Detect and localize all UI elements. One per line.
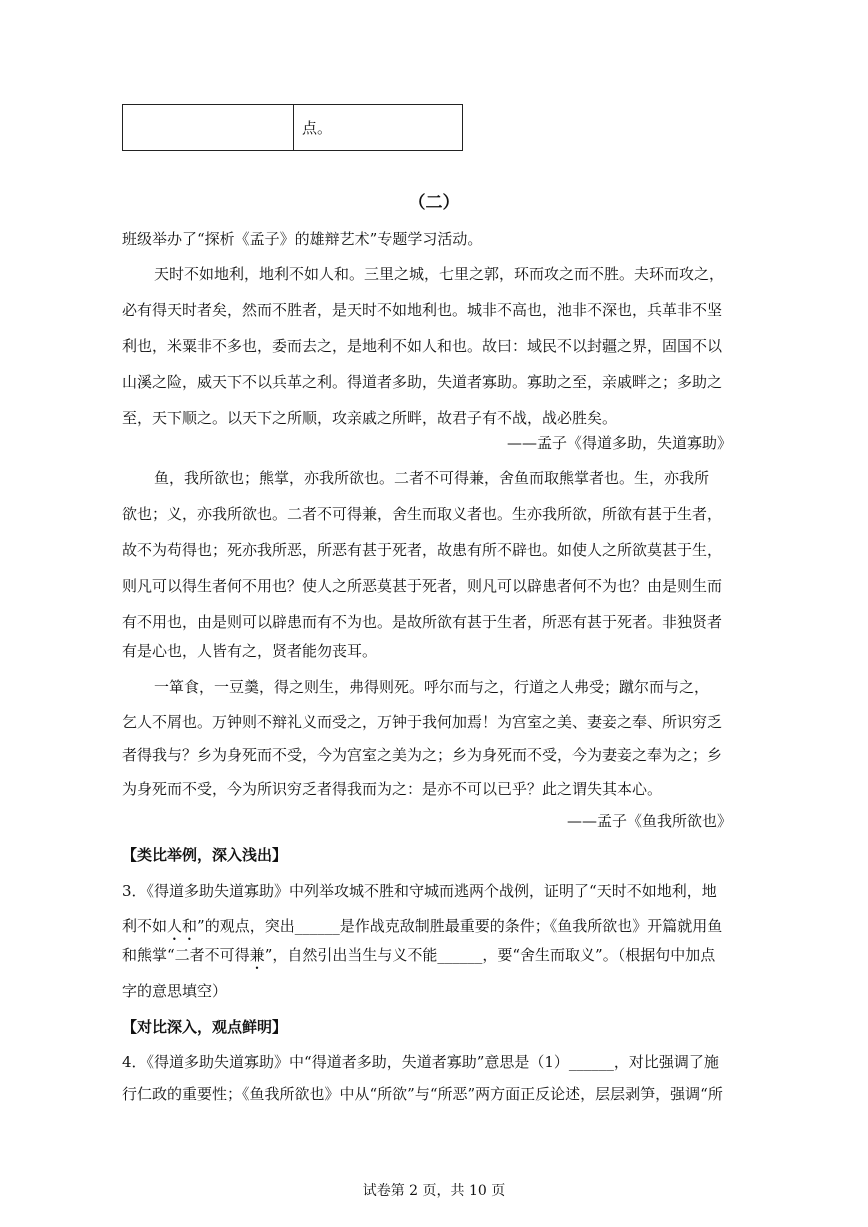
question-4-line: 4．《得道多助失道寡助》中“得道者多助，失道者寡助”意思是（1）______，对比强调了施	[122, 1053, 719, 1071]
q3-text: 利不如	[122, 917, 168, 935]
table-cell-text: 点。	[302, 119, 333, 137]
passage1-line: 必有得天时者矣，然而不胜者，是天时不如地利也。城非不高也，池非不深也，兵革非不坚	[122, 301, 723, 319]
passage2-line: 故不为苟得也；死亦我所恶，所恶有甚于死者，故患有所不辟也。如使人之所欲莫甚于生，	[122, 541, 723, 559]
citation-1: ——孟子《得道多助，失道寡助》	[506, 434, 732, 452]
q3-dotted-text: 兼	[249, 946, 265, 964]
table-cell-empty	[123, 105, 294, 150]
passage3-line: 为身死而不受，今为所识穷乏者得我而为之：是亦不可以已乎？此之谓失其本心。	[122, 780, 663, 798]
passage3-line: 一箪食，一豆羹，得之则生，弗得则死。呼尔而与之，行道之人弗受；蹴尔而与之，	[154, 678, 710, 696]
q3-dotted-text: 人和	[167, 917, 198, 935]
question-3-line: 字的意思填空）	[122, 982, 228, 1000]
passage1-line: 天时不如地利，地利不如人和。三里之城，七里之郭，环而攻之而不胜。夫环而攻之，	[154, 265, 725, 283]
q3-text: ”，自然引出当生与义不能______，要“舍生而取义”。（根据句中加点	[264, 946, 716, 964]
passage2-line: 有不用也，由是则可以辟患而有不为也。是故所欲有甚于生者，所恶有甚于死者。非独贤者	[122, 613, 723, 631]
passage3-line: 乞人不屑也。万钟则不辩礼义而受之，万钟于我何加焉！为宫室之美、妻妾之奉、所识穷乏	[122, 713, 723, 731]
passage2-line: 则凡可以得生者何不用也？使人之所恶莫甚于死者，则凡可以辟患者何不为也？由是则生而	[122, 577, 723, 595]
passage1-line: 至，天下顺之。以天下之所顺，攻亲戚之所畔，故君子有不战，战必胜矣。	[122, 409, 618, 427]
answer-table	[122, 104, 463, 151]
question-4-line: 行仁政的重要性；《鱼我所欲也》中从“所欲”与“所恶”两方面正反论述，层层剥笋，强调“所	[122, 1085, 723, 1103]
section-heading: 【类比举例，深入浅出】	[122, 846, 288, 864]
passage2-line: 有是心也，人皆有之，贤者能勿丧耳。	[122, 642, 378, 660]
passage2-line: 欲也；义，亦我所欲也。二者不可得兼，舍生而取义者也。生亦我所欲，所欲有甚于生者，	[122, 505, 723, 523]
passage1-line: 山溪之险，威天下不以兵革之利。得道者多助，失道者寡助。寡助之至，亲戚畔之；多助之	[122, 373, 723, 391]
section-heading: 【对比深入，观点鲜明】	[122, 1018, 288, 1036]
question-3-line	[122, 944, 715, 973]
section-title: （二）	[408, 193, 460, 213]
citation-2: ——孟子《鱼我所欲也》	[566, 812, 732, 830]
intro-text: 班级举办了“探析《孟子》的雄辩艺术”专题学习活动。	[122, 230, 483, 248]
q3-text: ”的观点，突出______是作战克敌制胜最重要的条件；《鱼我所欲也》开篇就用鱼	[197, 917, 723, 935]
q3-text: 和熊掌“二者不可得	[122, 946, 250, 964]
question-3-line: 3．《得道多助失道寡助》中列举攻城不胜和守城而逃两个战例，证明了“天时不如地利，地	[122, 882, 717, 900]
passage1-line: 利也，米粟非不多也，委而去之，是地利不如人和也。故曰：域民不以封疆之界，固国不以	[122, 337, 723, 355]
question-3-line	[122, 915, 722, 944]
passage2-line: 鱼，我所欲也；熊掌，亦我所欲也。二者不可得兼，舍鱼而取熊掌者也。生，亦我所	[154, 469, 710, 487]
page-footer: 试卷第 2 页，共 10 页	[362, 1183, 506, 1199]
passage3-line: 者得我与？乡为身死而不受，今为宫室之美为之；乡为身死而不受，今为妻妾之奉为之；乡	[122, 746, 723, 764]
